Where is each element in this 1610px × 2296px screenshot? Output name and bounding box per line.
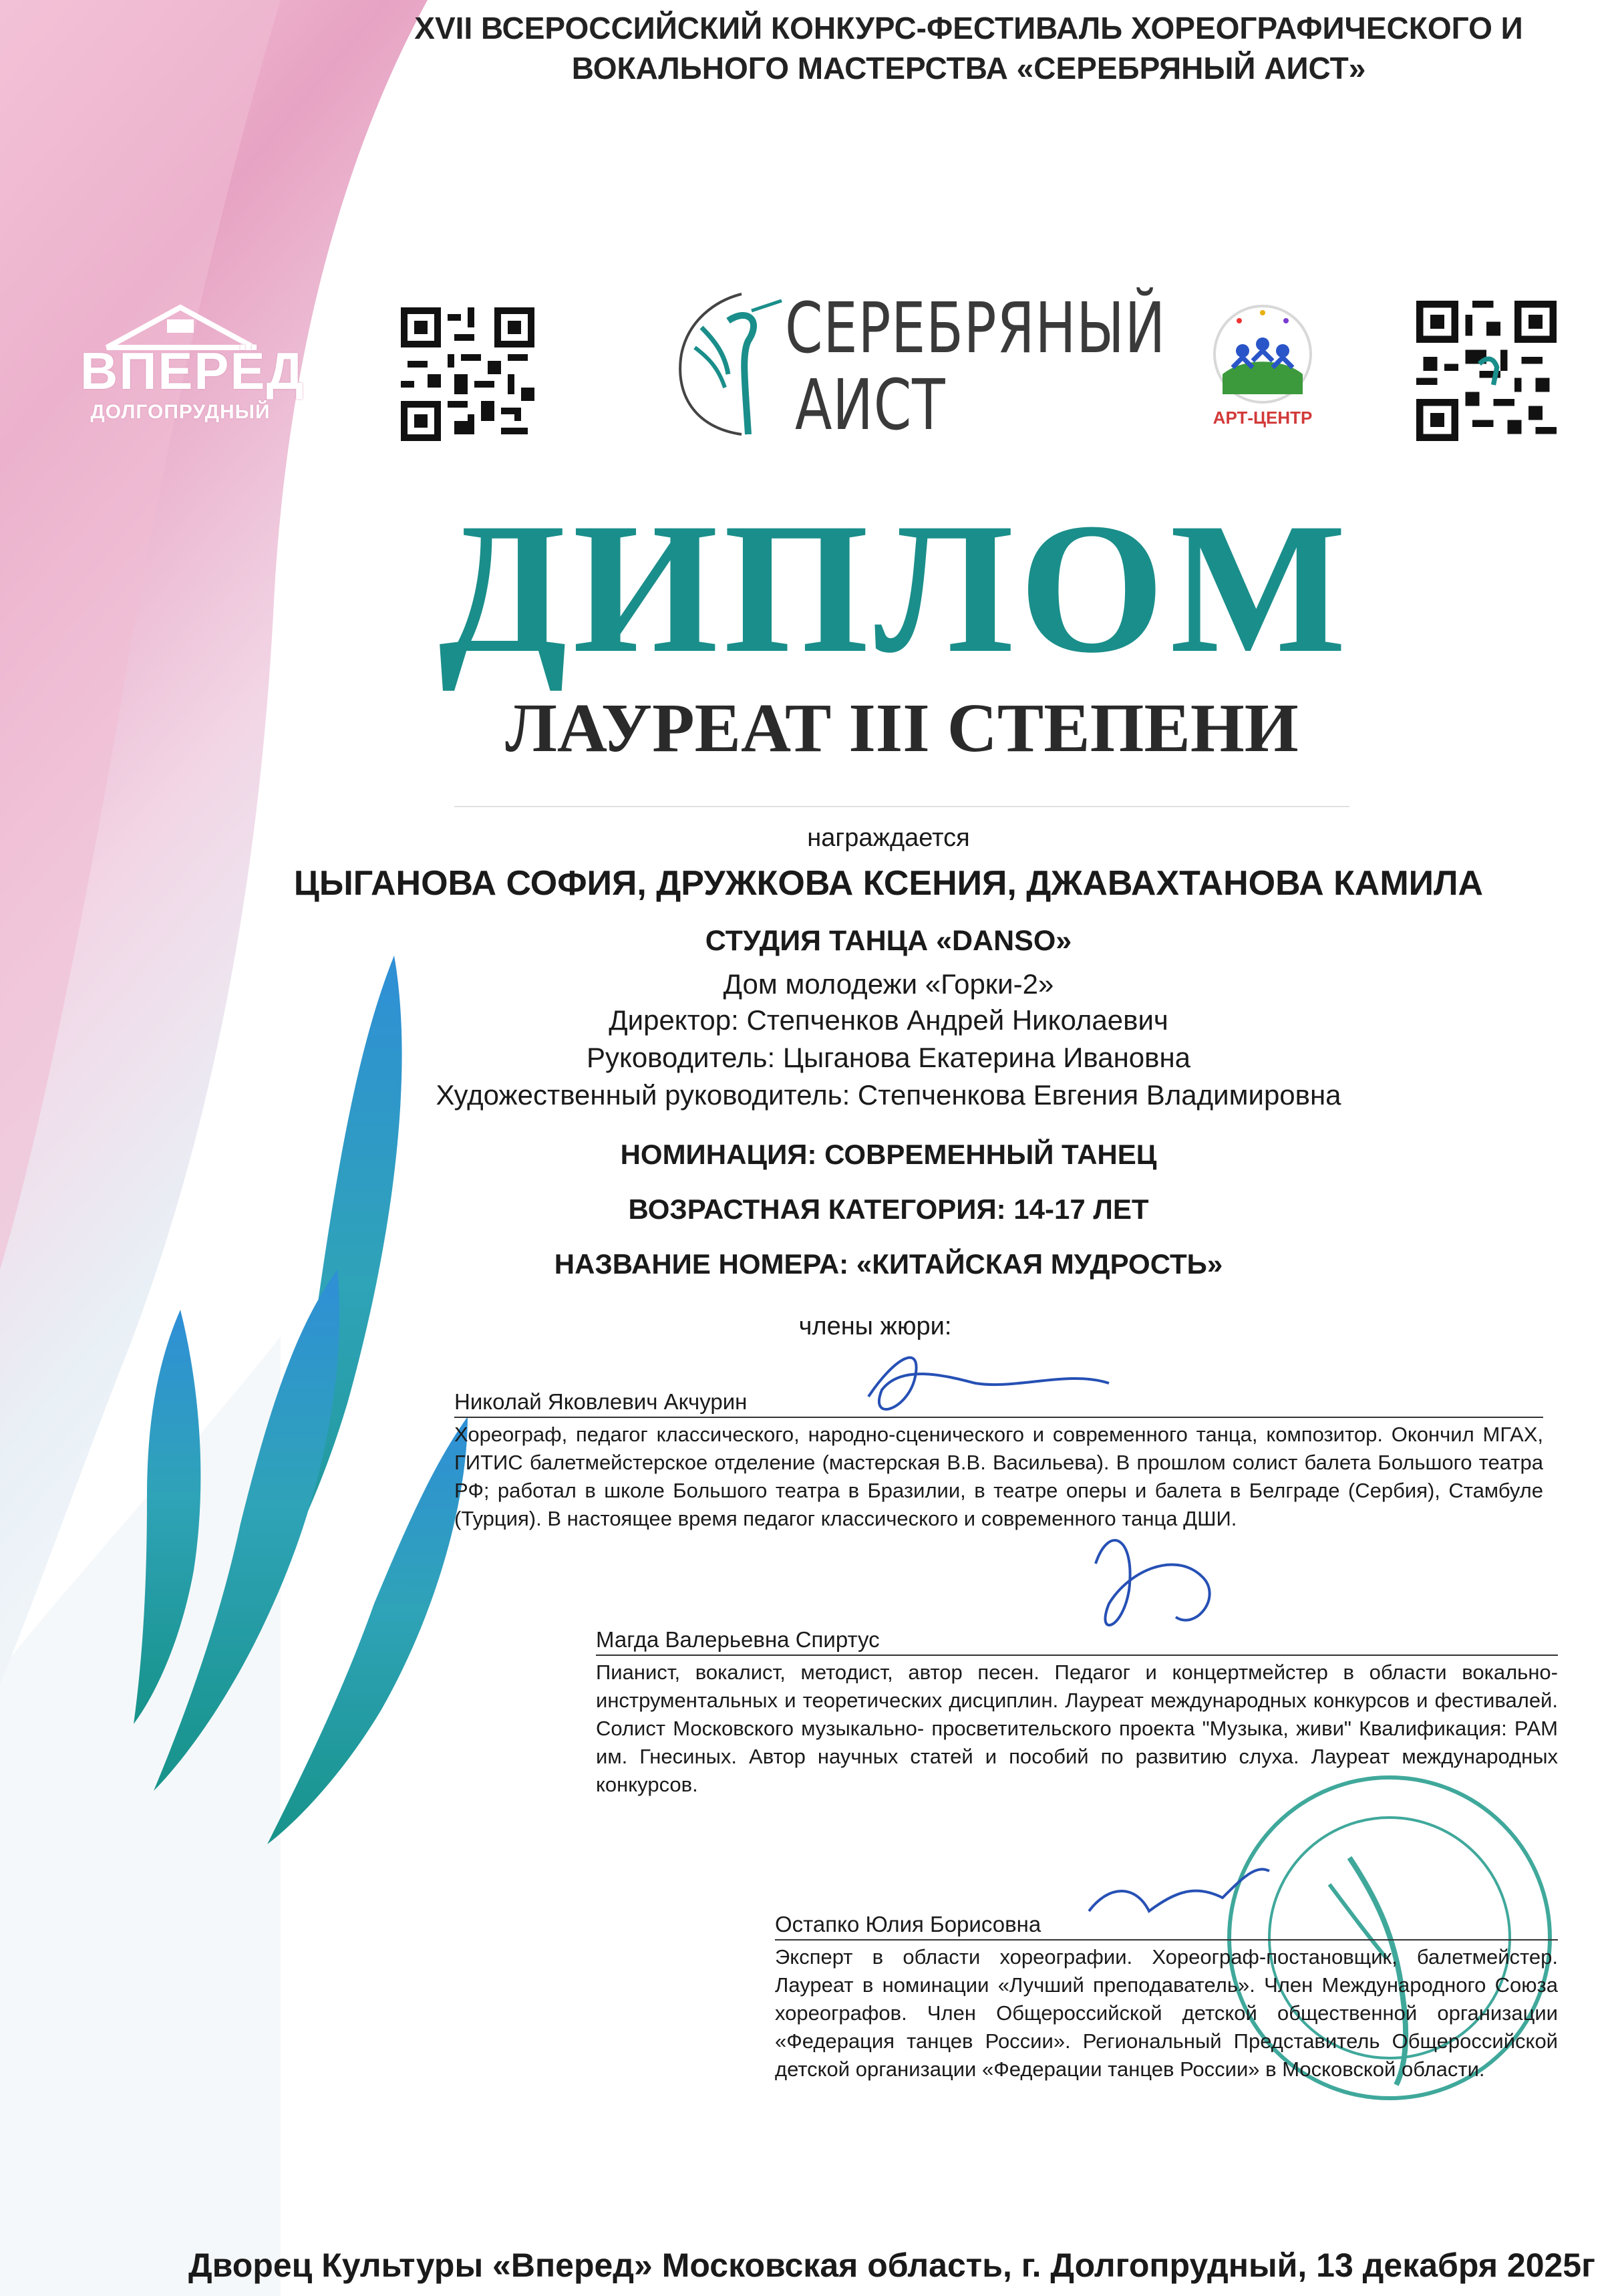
qr-code-icon — [401, 307, 534, 441]
jury-member-bio: Хореограф, педагог классического, народно-сценического и современного танца, композитор. Окончил МГАХ, ГИТИС балетмейстерское отделение (мастерская В.В. Васильева). В прошлом солист балета Большого театра РФ; работал в школе Большого театра в Бразилии, в театре оперы и балета в Белграде (Сербия), Стамбуле (Турция). В настоящее время педагог классического и современного танца ДШИ. — [454, 1423, 1543, 1530]
vpered-logo-line2: ДОЛГОПРУДНЫЙ — [90, 401, 271, 423]
studio-name: СТУДИЯ ТАНЦА «DANSO» — [705, 925, 1072, 957]
festival-header — [374, 8, 1563, 88]
jury-member-3 — [775, 1910, 1558, 2084]
qr-code-right[interactable] — [1416, 301, 1557, 441]
age-category: ВОЗРАСТНАЯ КАТЕГОРИЯ: 14-17 ЛЕТ — [628, 1193, 1149, 1225]
jury-member-bio: Эксперт в области хореографии. Хореограф-постановщик, балетмейстер. Лауреат в номинации «Лучший преподаватель». Член Международного Союза хореографов. Член Общероссийской детской общественной организации «Федерация танцев России». Региональный Представитель Общероссийской детской организации «Федерации танцев России» в Московской области. — [775, 1945, 1558, 2081]
vpered-logo-line1: ВПЕРЁД — [80, 341, 305, 400]
stork-icon — [668, 281, 802, 448]
leader: Руководитель: Цыганова Екатерина Ивановна — [586, 1042, 1191, 1073]
main-logo-line2: АИСТ — [795, 364, 946, 446]
art-center-icon — [1202, 294, 1323, 408]
serebryany-aist-logo — [668, 281, 1166, 454]
qr-code-icon — [1416, 301, 1557, 441]
art-center-logo — [1202, 294, 1323, 441]
director: Директор: Степченков Андрей Николаевич — [609, 1004, 1168, 1036]
title-divider — [454, 806, 1349, 807]
art-center-label: АРТ-ЦЕНТР — [1213, 408, 1313, 428]
jury-member-name: Николай Яковлевич Акчурин — [454, 1387, 1543, 1418]
vpered-logo — [80, 301, 305, 441]
jury-member-2 — [596, 1625, 1558, 1799]
jury-member-name: Магда Валерьевна Спиртус — [596, 1625, 1558, 1656]
footer-venue-date: Дворец Культуры «Вперед» Московская область, г. Долгопрудный, 13 декабря 2025г — [188, 2247, 1595, 2284]
header-line-2: ВОКАЛЬНОГО МАСТЕРСТВА «СЕРЕБРЯНЫЙ АИСТ» — [571, 51, 1366, 86]
recipients: ЦЫГАНОВА СОФИЯ, ДРУЖКОВА КСЕНИЯ, ДЖАВАХТАНОВА КАМИЛА — [293, 864, 1484, 903]
art-director: Художественный руководитель: Степченкова Евгения Владимировна — [436, 1079, 1341, 1111]
qr-code-left[interactable] — [401, 307, 534, 441]
header-line-1: XVII ВСЕРОССИЙСКИЙ КОНКУРС-ФЕСТИВАЛЬ ХОРЕОГРАФИЧЕСКОГО И — [414, 11, 1523, 45]
jury-member-name: Остапко Юлия Борисовна — [775, 1910, 1558, 1941]
awarded-label: награждается — [807, 824, 970, 852]
jury-label: члены жюри: — [798, 1312, 952, 1340]
nomination: НОМИНАЦИЯ: СОВРЕМЕННЫЙ ТАНЕЦ — [620, 1139, 1157, 1170]
main-logo-line1: СЕРЕБРЯНЫЙ — [785, 287, 1166, 369]
diploma-title: ДИПЛОМ — [438, 484, 1352, 692]
laureate-degree: ЛАУРЕАТ III СТЕПЕНИ — [505, 690, 1299, 766]
act-title: НАЗВАНИЕ НОМЕРА: «КИТАЙСКАЯ МУДРОСТЬ» — [554, 1248, 1223, 1280]
venue: Дом молодежи «Горки-2» — [723, 968, 1054, 1000]
jury-member-1 — [454, 1387, 1543, 1533]
jury-member-bio: Пианист, вокалист, методист, автор песен. Педагог и концертмейстер в области вокально-инструментальных и теоретических дисциплин. Лауреат международных конкурсов и фестивалей. Солист Московского музыкально- просветительского проекта "Музыка, живи" Квалификация: РАМ им. Гнесиных. Автор научных статей и пособий по развитию слуха. Лауреат международных конкурсов. — [596, 1661, 1558, 1796]
